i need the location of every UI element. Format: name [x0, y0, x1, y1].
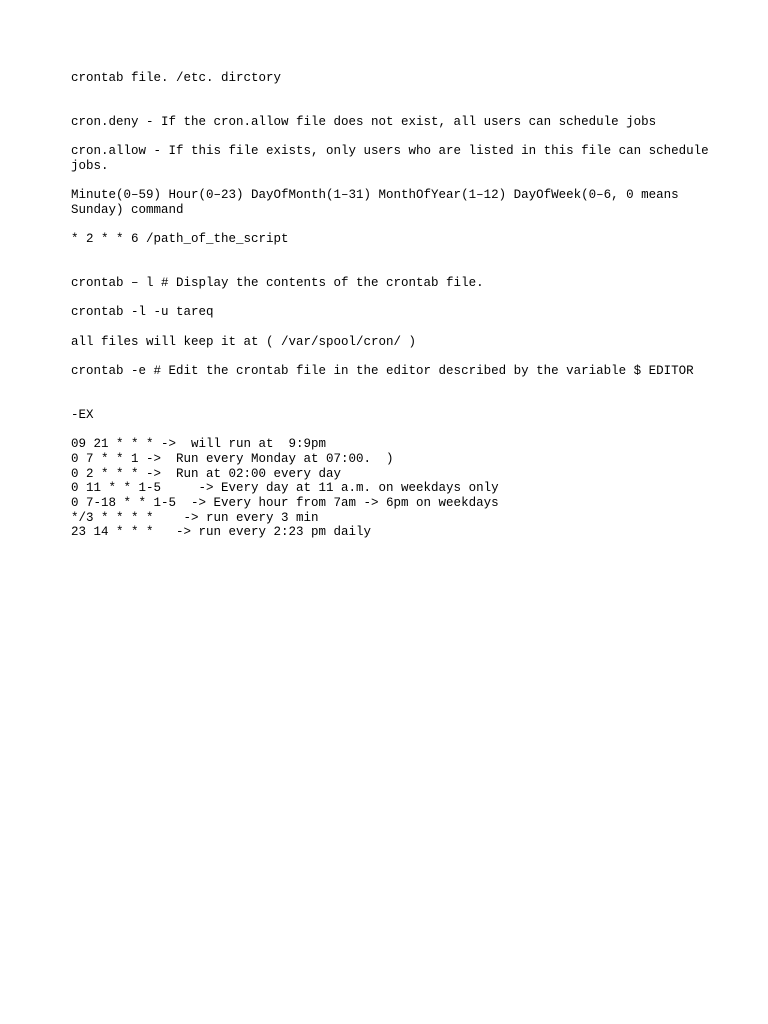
example-line: */3 * * * * -> run every 3 min	[71, 510, 319, 525]
spacer	[71, 423, 711, 438]
spacer	[71, 130, 711, 145]
document-page	[71, 71, 717, 540]
spacer	[71, 320, 711, 335]
example-line: 09 21 * * * -> will run at 9:9pm	[71, 437, 327, 452]
spacer	[71, 349, 711, 364]
spool-line: all files will keep it at ( /var/spool/cron/ )	[71, 334, 417, 349]
spacer	[71, 218, 711, 233]
crontab-lu-line: crontab -l -u tareq	[71, 305, 214, 320]
spacer	[71, 174, 711, 189]
heading-line: crontab file. /etc. dirctory	[71, 71, 282, 85]
ex-label: -EX	[71, 407, 94, 422]
cron-allow-paragraph: cron.allow - If this file exists, only users who are listed in this file can schedule jobs.	[71, 144, 717, 173]
spacer	[71, 86, 711, 115]
format-paragraph: Minute(0–59) Hour(0–23) DayOfMonth(1–31) MonthOfYear(1–12) DayOfWeek(0–6, 0 means Sunday) command	[71, 188, 687, 217]
spacer	[71, 291, 711, 306]
spacer	[71, 379, 711, 408]
example-line: 0 7-18 * * 1-5 -> Every hour from 7am -> 6pm on weekdays	[71, 495, 499, 510]
sample-line: * 2 * * 6 /path_of_the_script	[71, 232, 289, 247]
crontab-e-line: crontab -e # Edit the crontab file in the editor described by the variable $ EDITOR	[71, 363, 694, 378]
crontab-l-line: crontab – l # Display the contents of the crontab file.	[71, 276, 484, 291]
example-line: 0 2 * * * -> Run at 02:00 every day	[71, 466, 342, 481]
examples-list	[71, 437, 711, 540]
example-line: 0 7 * * 1 -> Run every Monday at 07:00. )	[71, 451, 394, 466]
cron-deny-line: cron.deny - If the cron.allow file does not exist, all users can schedule jobs	[71, 114, 657, 129]
example-line: 23 14 * * * -> run every 2:23 pm daily	[71, 525, 372, 540]
example-line: 0 11 * * 1-5 -> Every day at 11 a.m. on weekdays only	[71, 481, 499, 496]
spacer	[71, 247, 711, 276]
